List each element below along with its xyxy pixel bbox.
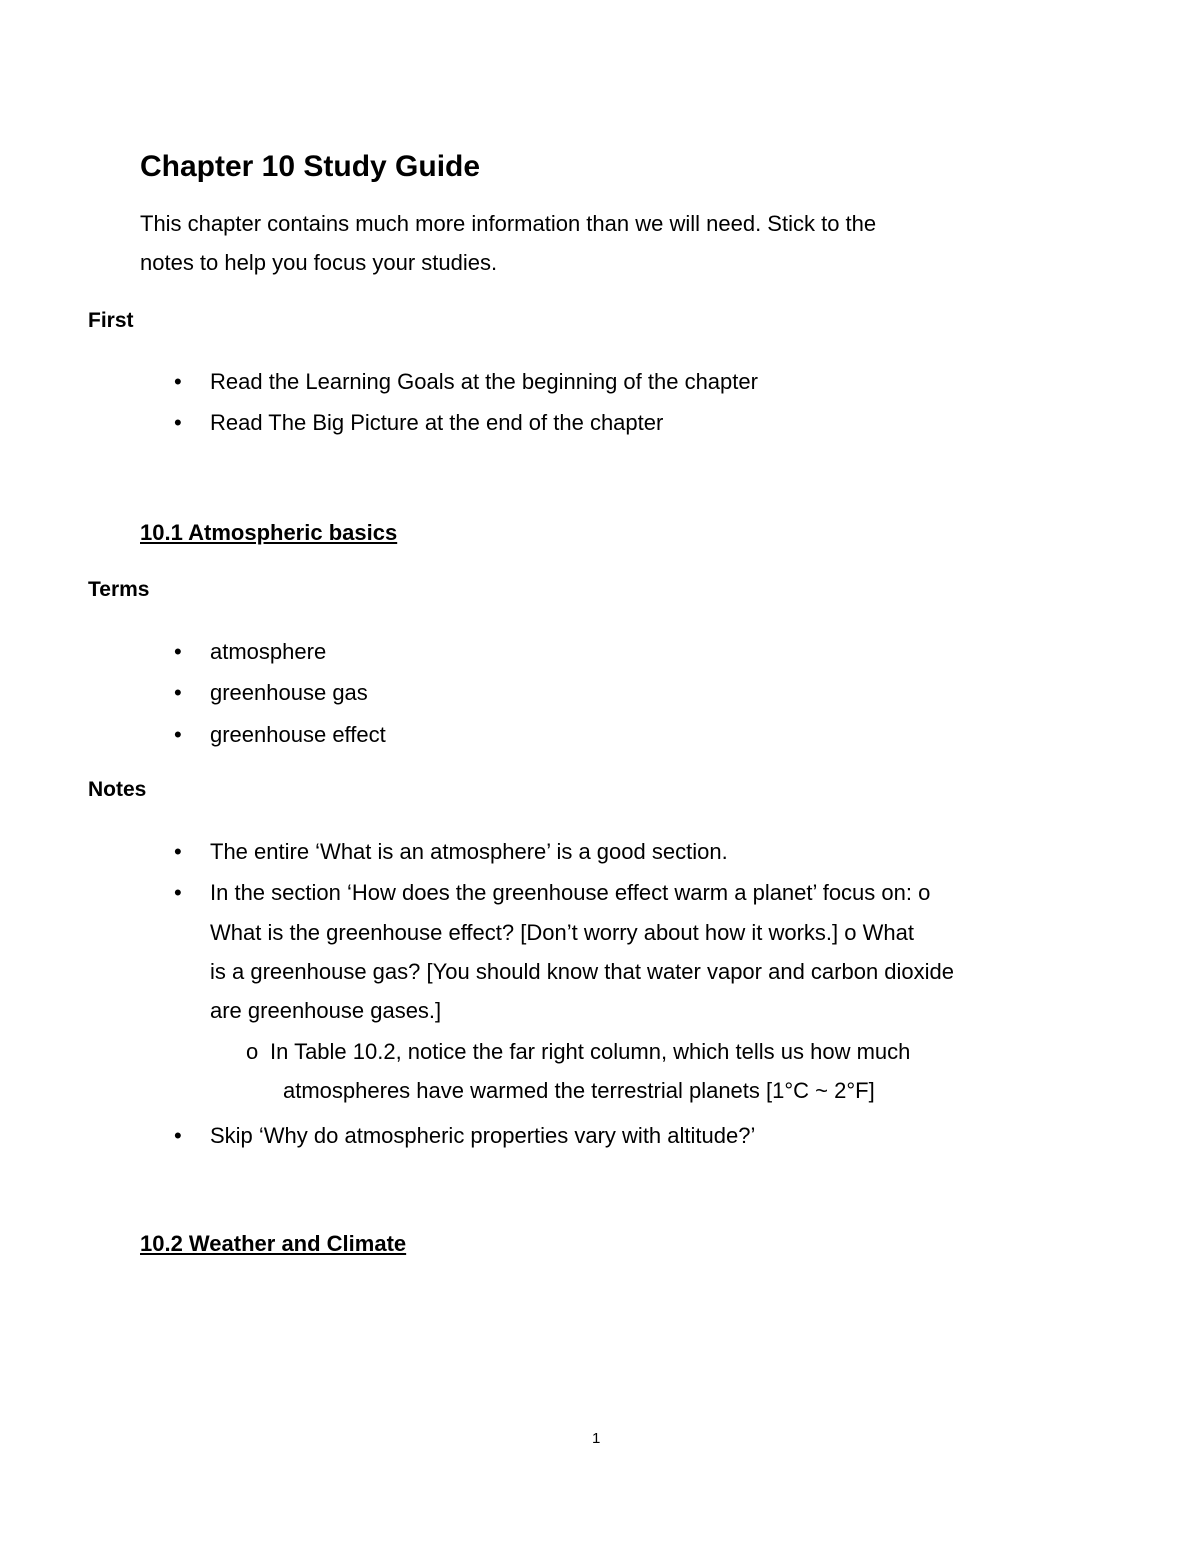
bullet-icon: • bbox=[174, 639, 182, 664]
first-label: First bbox=[88, 309, 134, 332]
note-item-2-line-2: What is the greenhouse effect? [Don’t worry about how it works.] o What bbox=[210, 920, 914, 945]
page-title: Chapter 10 Study Guide bbox=[140, 150, 481, 183]
intro-line-2: notes to help you focus your studies. bbox=[140, 250, 498, 275]
bullet-icon: • bbox=[174, 680, 182, 705]
sub-note-line-2: atmospheres have warmed the terrestrial planets [1°C ~ 2°F] bbox=[283, 1078, 875, 1103]
note-item-2-line-4: are greenhouse gases.] bbox=[210, 998, 442, 1023]
intro-line-1: This chapter contains much more information than we will need. Stick to the bbox=[140, 211, 877, 236]
bullet-icon: • bbox=[174, 722, 182, 747]
note-item-2-line-3: is a greenhouse gas? [You should know that water vapor and carbon dioxide bbox=[210, 959, 955, 984]
bullet-icon: • bbox=[174, 410, 182, 435]
bullet-icon: • bbox=[174, 880, 182, 905]
term-item-1: atmosphere bbox=[210, 639, 327, 664]
note-item-2-line-1: In the section ‘How does the greenhouse effect warm a planet’ focus on: o bbox=[210, 880, 931, 905]
first-item-1: Read the Learning Goals at the beginning of the chapter bbox=[210, 369, 758, 394]
first-item-2: Read The Big Picture at the end of the chapter bbox=[210, 410, 664, 435]
bullet-icon: • bbox=[174, 369, 182, 394]
bullet-icon: • bbox=[174, 1123, 182, 1148]
page-number: 1 bbox=[592, 1430, 601, 1447]
note-item-3: Skip ‘Why do atmospheric properties vary with altitude?’ bbox=[210, 1123, 756, 1148]
note-item-1: The entire ‘What is an atmosphere’ is a good section. bbox=[210, 839, 728, 864]
section-heading-10-2: 10.2 Weather and Climate bbox=[140, 1231, 407, 1256]
terms-label: Terms bbox=[88, 578, 150, 601]
hollow-bullet-icon: o bbox=[246, 1039, 259, 1064]
term-item-3: greenhouse effect bbox=[210, 722, 386, 747]
term-item-2: greenhouse gas bbox=[210, 680, 368, 705]
section-heading-10-1: 10.1 Atmospheric basics bbox=[140, 520, 398, 545]
notes-label: Notes bbox=[88, 778, 147, 801]
bullet-icon: • bbox=[174, 839, 182, 864]
sub-note-line-1: In Table 10.2, notice the far right column, which tells us how much bbox=[270, 1039, 911, 1064]
